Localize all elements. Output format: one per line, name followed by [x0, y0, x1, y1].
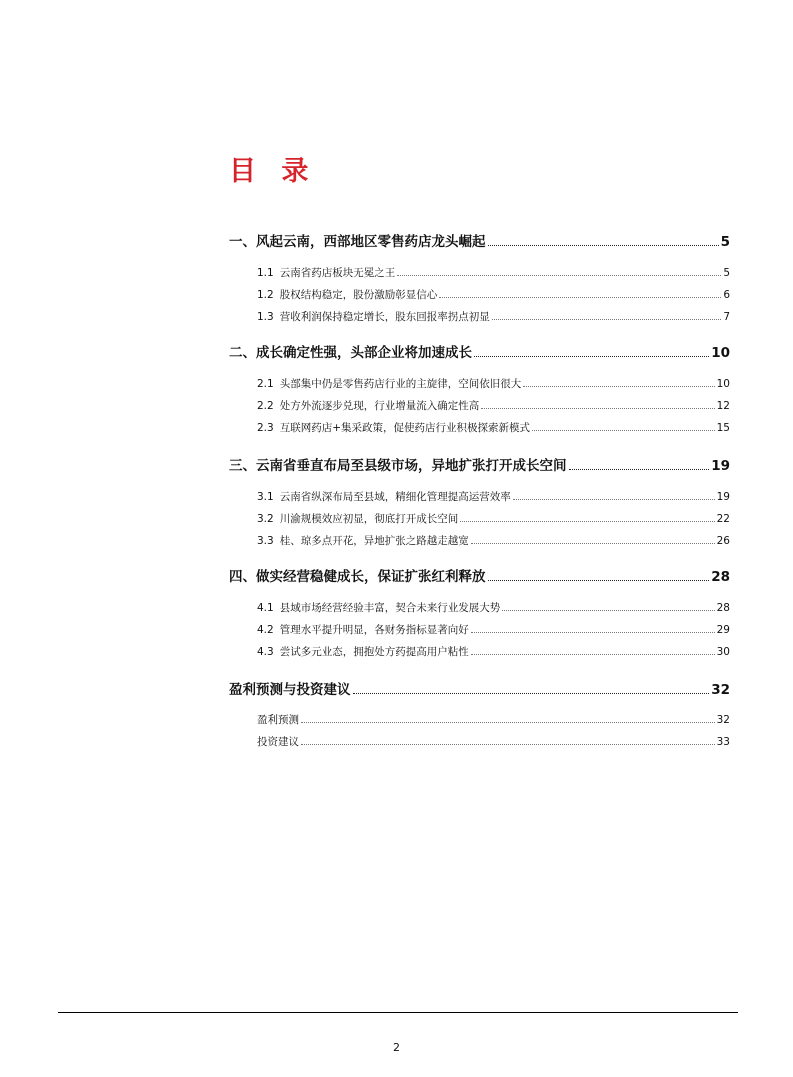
toc-subsection-list: [229, 373, 730, 439]
toc-page-number: 28: [711, 569, 730, 585]
leader-dots: [502, 610, 714, 611]
toc-heading-row[interactable]: [229, 231, 730, 253]
toc-page-number: 22: [716, 513, 730, 525]
toc-page-number: 32: [711, 682, 730, 698]
toc-page-number: 5: [723, 267, 730, 279]
toc-subitem-row[interactable]: [229, 508, 730, 530]
leader-dots: [532, 430, 715, 431]
toc-subitem-row[interactable]: [229, 530, 730, 552]
toc-subitem-row[interactable]: [229, 373, 730, 395]
toc-subitem-row[interactable]: [229, 597, 730, 619]
leader-dots: [353, 693, 710, 694]
toc-subitem-text: 处方外流逐步兑现，行业增量流入确定性高: [279, 400, 480, 412]
toc-heading-row[interactable]: [229, 679, 730, 701]
toc-subitem-row[interactable]: [229, 619, 730, 641]
toc-subitem-number: 4.2: [257, 624, 274, 636]
toc-heading-text: 一、风起云南，西部地区零售药店龙头崛起: [229, 234, 486, 250]
toc-subitem-number: 1.3: [257, 311, 274, 323]
toc-page-number: 32: [716, 714, 730, 726]
toc-heading-row[interactable]: [229, 342, 730, 364]
toc-subitem-number: 3.2: [257, 513, 274, 525]
toc-section: [229, 566, 730, 588]
toc-subsection-list: [229, 709, 730, 753]
toc-subitem-row[interactable]: [229, 709, 730, 731]
leader-dots: [569, 469, 710, 470]
toc-subitem-number: 4.1: [257, 602, 274, 614]
leader-dots: [301, 722, 715, 723]
toc-subitem-number: 1.2: [257, 289, 274, 301]
toc-section: [229, 455, 730, 477]
toc-page-number: 29: [716, 624, 730, 636]
toc-subitem-row[interactable]: [229, 262, 730, 284]
toc-subitem-text: 管理水平提升明显，各财务指标显著向好: [279, 624, 469, 636]
toc-page-number: 26: [716, 535, 730, 547]
toc-subitem-row[interactable]: [229, 306, 730, 328]
toc-heading-text: 四、做实经营稳健成长，保证扩张红利释放: [229, 569, 486, 585]
toc-page-number: 19: [716, 491, 730, 503]
toc-subitem-text: 股权结构稳定，股份激励彰显信心: [279, 289, 438, 301]
toc-subitem-row[interactable]: [229, 417, 730, 439]
toc-subitem-text: 盈利预测: [257, 714, 299, 726]
toc-subitem-text: 桂、琼多点开花，异地扩张之路越走越宽: [279, 535, 469, 547]
toc-subitem-text: 头部集中仍是零售药店行业的主旋律，空间依旧很大: [279, 378, 522, 390]
toc-heading-row[interactable]: [229, 566, 730, 588]
toc-section: [229, 679, 730, 701]
toc-title: 目 录: [229, 156, 317, 187]
leader-dots: [488, 580, 710, 581]
toc-subitem-number: 2.2: [257, 400, 274, 412]
toc-page-number: 12: [716, 400, 730, 412]
toc-heading-text: 三、云南省垂直布局至县级市场，异地扩张打开成长空间: [229, 458, 567, 474]
leader-dots: [439, 297, 721, 298]
toc-page-number: 5: [720, 234, 730, 250]
toc-subitem-number: 4.3: [257, 646, 274, 658]
toc-subitem-row[interactable]: [229, 731, 730, 753]
toc-subitem-row[interactable]: [229, 486, 730, 508]
leader-dots: [301, 744, 715, 745]
toc-page-number: 15: [716, 422, 730, 434]
leader-dots: [492, 319, 722, 320]
toc-page-number: 28: [716, 602, 730, 614]
toc-heading-text: 盈利预测与投资建议: [229, 682, 351, 698]
leader-dots: [481, 408, 714, 409]
toc-section: [229, 342, 730, 364]
toc-page-number: 30: [716, 646, 730, 658]
toc-subitem-number: 3.1: [257, 491, 274, 503]
leader-dots: [471, 632, 715, 633]
toc-heading-text: 二、成长确定性强，头部企业将加速成长: [229, 345, 472, 361]
toc-subitem-text: 互联网药店+集采政策，促使药店行业积极探索新模式: [279, 422, 530, 434]
toc-subitem-text: 县域市场经营经验丰富，契合未来行业发展大势: [279, 602, 501, 614]
toc-heading-row[interactable]: [229, 455, 730, 477]
toc-subsection-list: [229, 262, 730, 328]
toc-page-number: 7: [723, 311, 730, 323]
footer-divider: [58, 1012, 738, 1013]
toc-subitem-text: 云南省药店板块无冕之王: [279, 267, 396, 279]
toc-page-number: 33: [716, 736, 730, 748]
leader-dots: [513, 499, 715, 500]
toc-subitem-text: 营收利润保持稳定增长，股东回报率拐点初显: [279, 311, 490, 323]
toc-subitem-row[interactable]: [229, 641, 730, 663]
toc-subitem-row[interactable]: [229, 395, 730, 417]
leader-dots: [471, 543, 715, 544]
toc-page-number: 19: [711, 458, 730, 474]
toc-subitem-text: 川渝规模效应初显，彻底打开成长空间: [279, 513, 459, 525]
toc-subitem-number: 2.1: [257, 378, 274, 390]
toc-subitem-number: 1.1: [257, 267, 274, 279]
page-number: 2: [393, 1041, 400, 1054]
toc-page-number: 10: [716, 378, 730, 390]
leader-dots: [397, 275, 721, 276]
toc-subitem-number: 3.3: [257, 535, 274, 547]
toc-section: [229, 231, 730, 253]
toc-subsection-list: [229, 597, 730, 663]
toc-subitem-number: 2.3: [257, 422, 274, 434]
toc-subitem-text: 投资建议: [257, 736, 299, 748]
toc-subitem-text: 云南省纵深布局至县域，精细化管理提高运营效率: [279, 491, 511, 503]
leader-dots: [471, 654, 715, 655]
toc-page-number: 10: [711, 345, 730, 361]
toc-subitem-row[interactable]: [229, 284, 730, 306]
toc-page-number: 6: [723, 289, 730, 301]
leader-dots: [523, 386, 714, 387]
leader-dots: [488, 245, 719, 246]
leader-dots: [474, 356, 709, 357]
leader-dots: [460, 521, 714, 522]
toc-subitem-text: 尝试多元业态，拥抱处方药提高用户粘性: [279, 646, 469, 658]
toc-subsection-list: [229, 486, 730, 552]
